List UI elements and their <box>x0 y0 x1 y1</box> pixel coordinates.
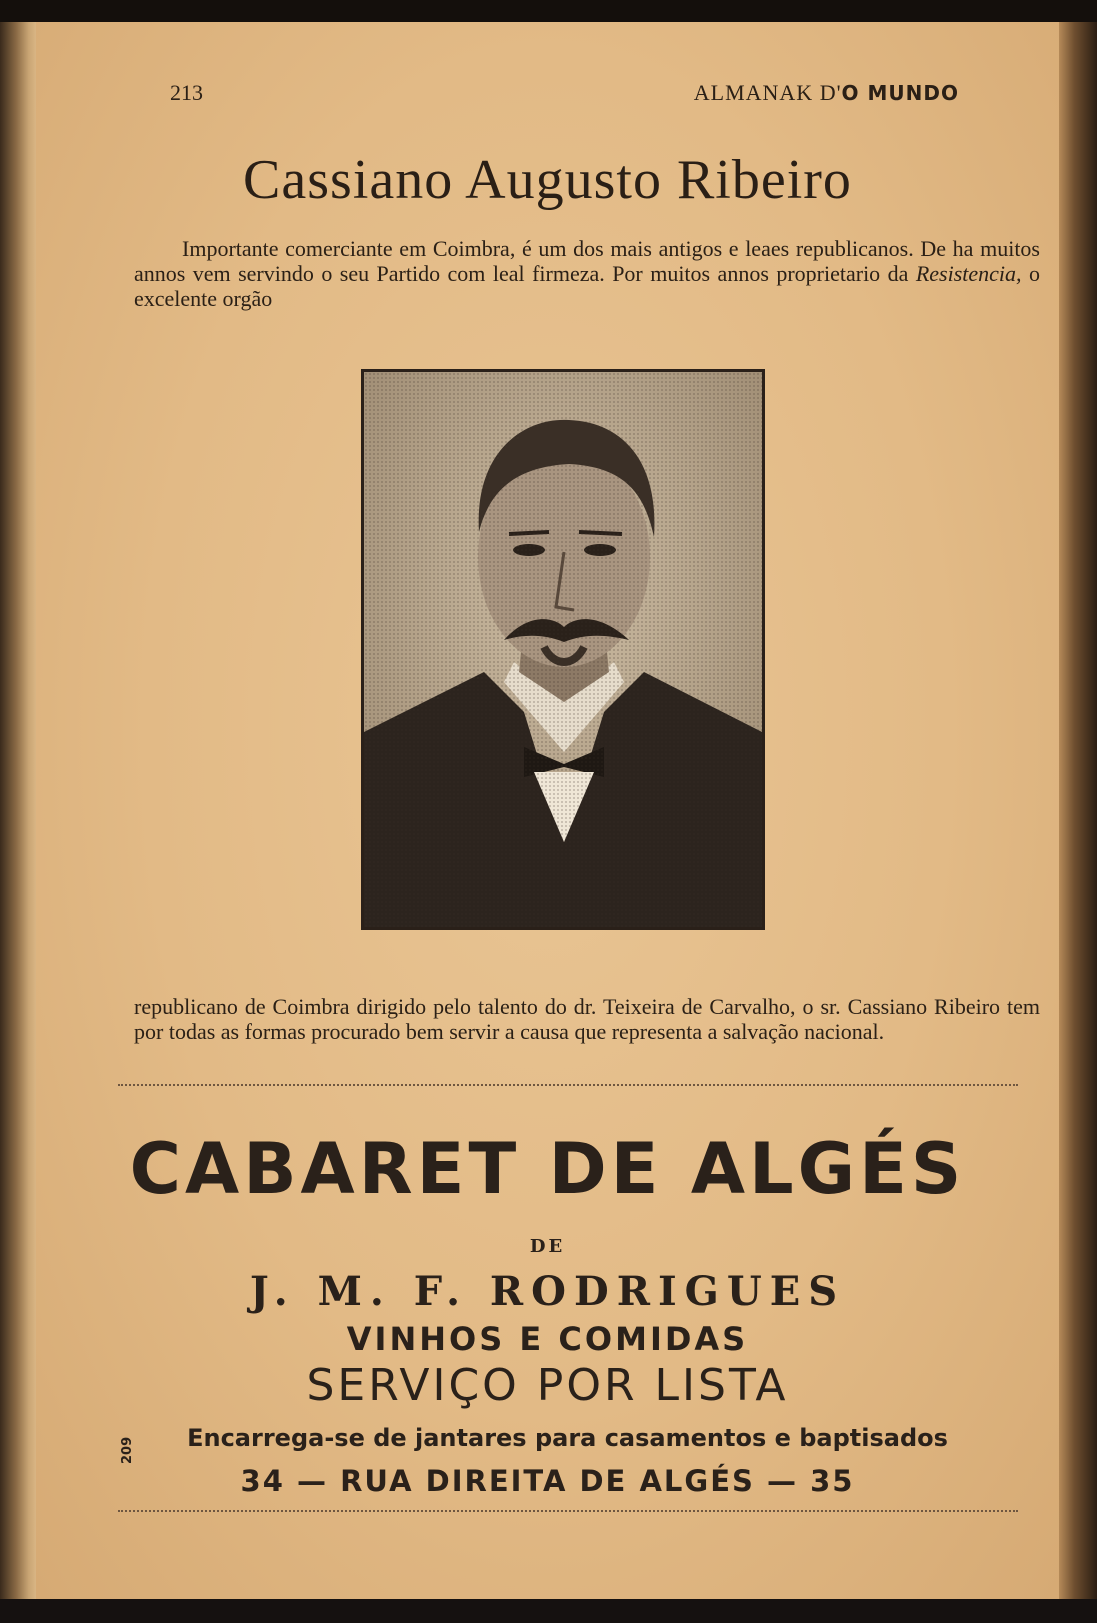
ad-connector: DE <box>529 1236 566 1257</box>
running-title-bold: O MUNDO <box>841 81 959 105</box>
ad-catering: Encarrega-se de jantares para casamentos e baptisados <box>187 1424 948 1452</box>
running-head <box>36 80 1059 110</box>
ad-proprietor: J. M. F. RODRIGUES <box>249 1268 846 1315</box>
divider-dotted-bottom <box>118 1510 1018 1512</box>
ad-tagline: VINHOS E COMIDAS <box>346 1320 749 1358</box>
divider-dotted <box>118 1084 1018 1086</box>
article-title: Cassiano Augusto Ribeiro <box>243 149 852 211</box>
scan-border-left <box>0 22 36 1623</box>
scan-border-right <box>1059 22 1097 1623</box>
paragraph-1-tail: o excelente orgão <box>134 261 1040 311</box>
article-paragraph-2: republicano de Coimbra dirigido pelo talento do dr. Teixeira de Carvalho, o sr. Cassiano Ribeiro tem por todas as formas procurado bem servir a causa que representa a salvação nacional. <box>134 994 1040 1044</box>
page-number: 213 <box>170 80 203 105</box>
scan-border-bottom <box>0 1599 1097 1623</box>
ad-service: SERVIÇO POR LISTA <box>306 1360 789 1411</box>
paragraph-1-text: Importante comerciante em Coimbra, é um dos mais antigos e leaes republicanos. De ha muitos annos vem servindo o seu Partido com leal firmeza. Por muitos annos proprietario da <box>134 236 1040 286</box>
ad-address: 34 — RUA DIREITA DE ALGÉS — 35 <box>240 1464 855 1498</box>
article-paragraph-1 <box>134 236 1040 311</box>
scan-border-top <box>0 0 1097 22</box>
ad-headline: CABARET DE ALGÉS <box>129 1128 966 1210</box>
portrait-photo <box>361 369 765 930</box>
running-title <box>694 80 959 106</box>
newspaper-name: Resistencia, <box>915 261 1022 286</box>
running-title-prefix: ALMANAK D' <box>693 80 842 105</box>
ad-side-code: 209 <box>120 1436 135 1464</box>
page <box>36 22 1059 1599</box>
portrait-illustration <box>364 372 762 927</box>
